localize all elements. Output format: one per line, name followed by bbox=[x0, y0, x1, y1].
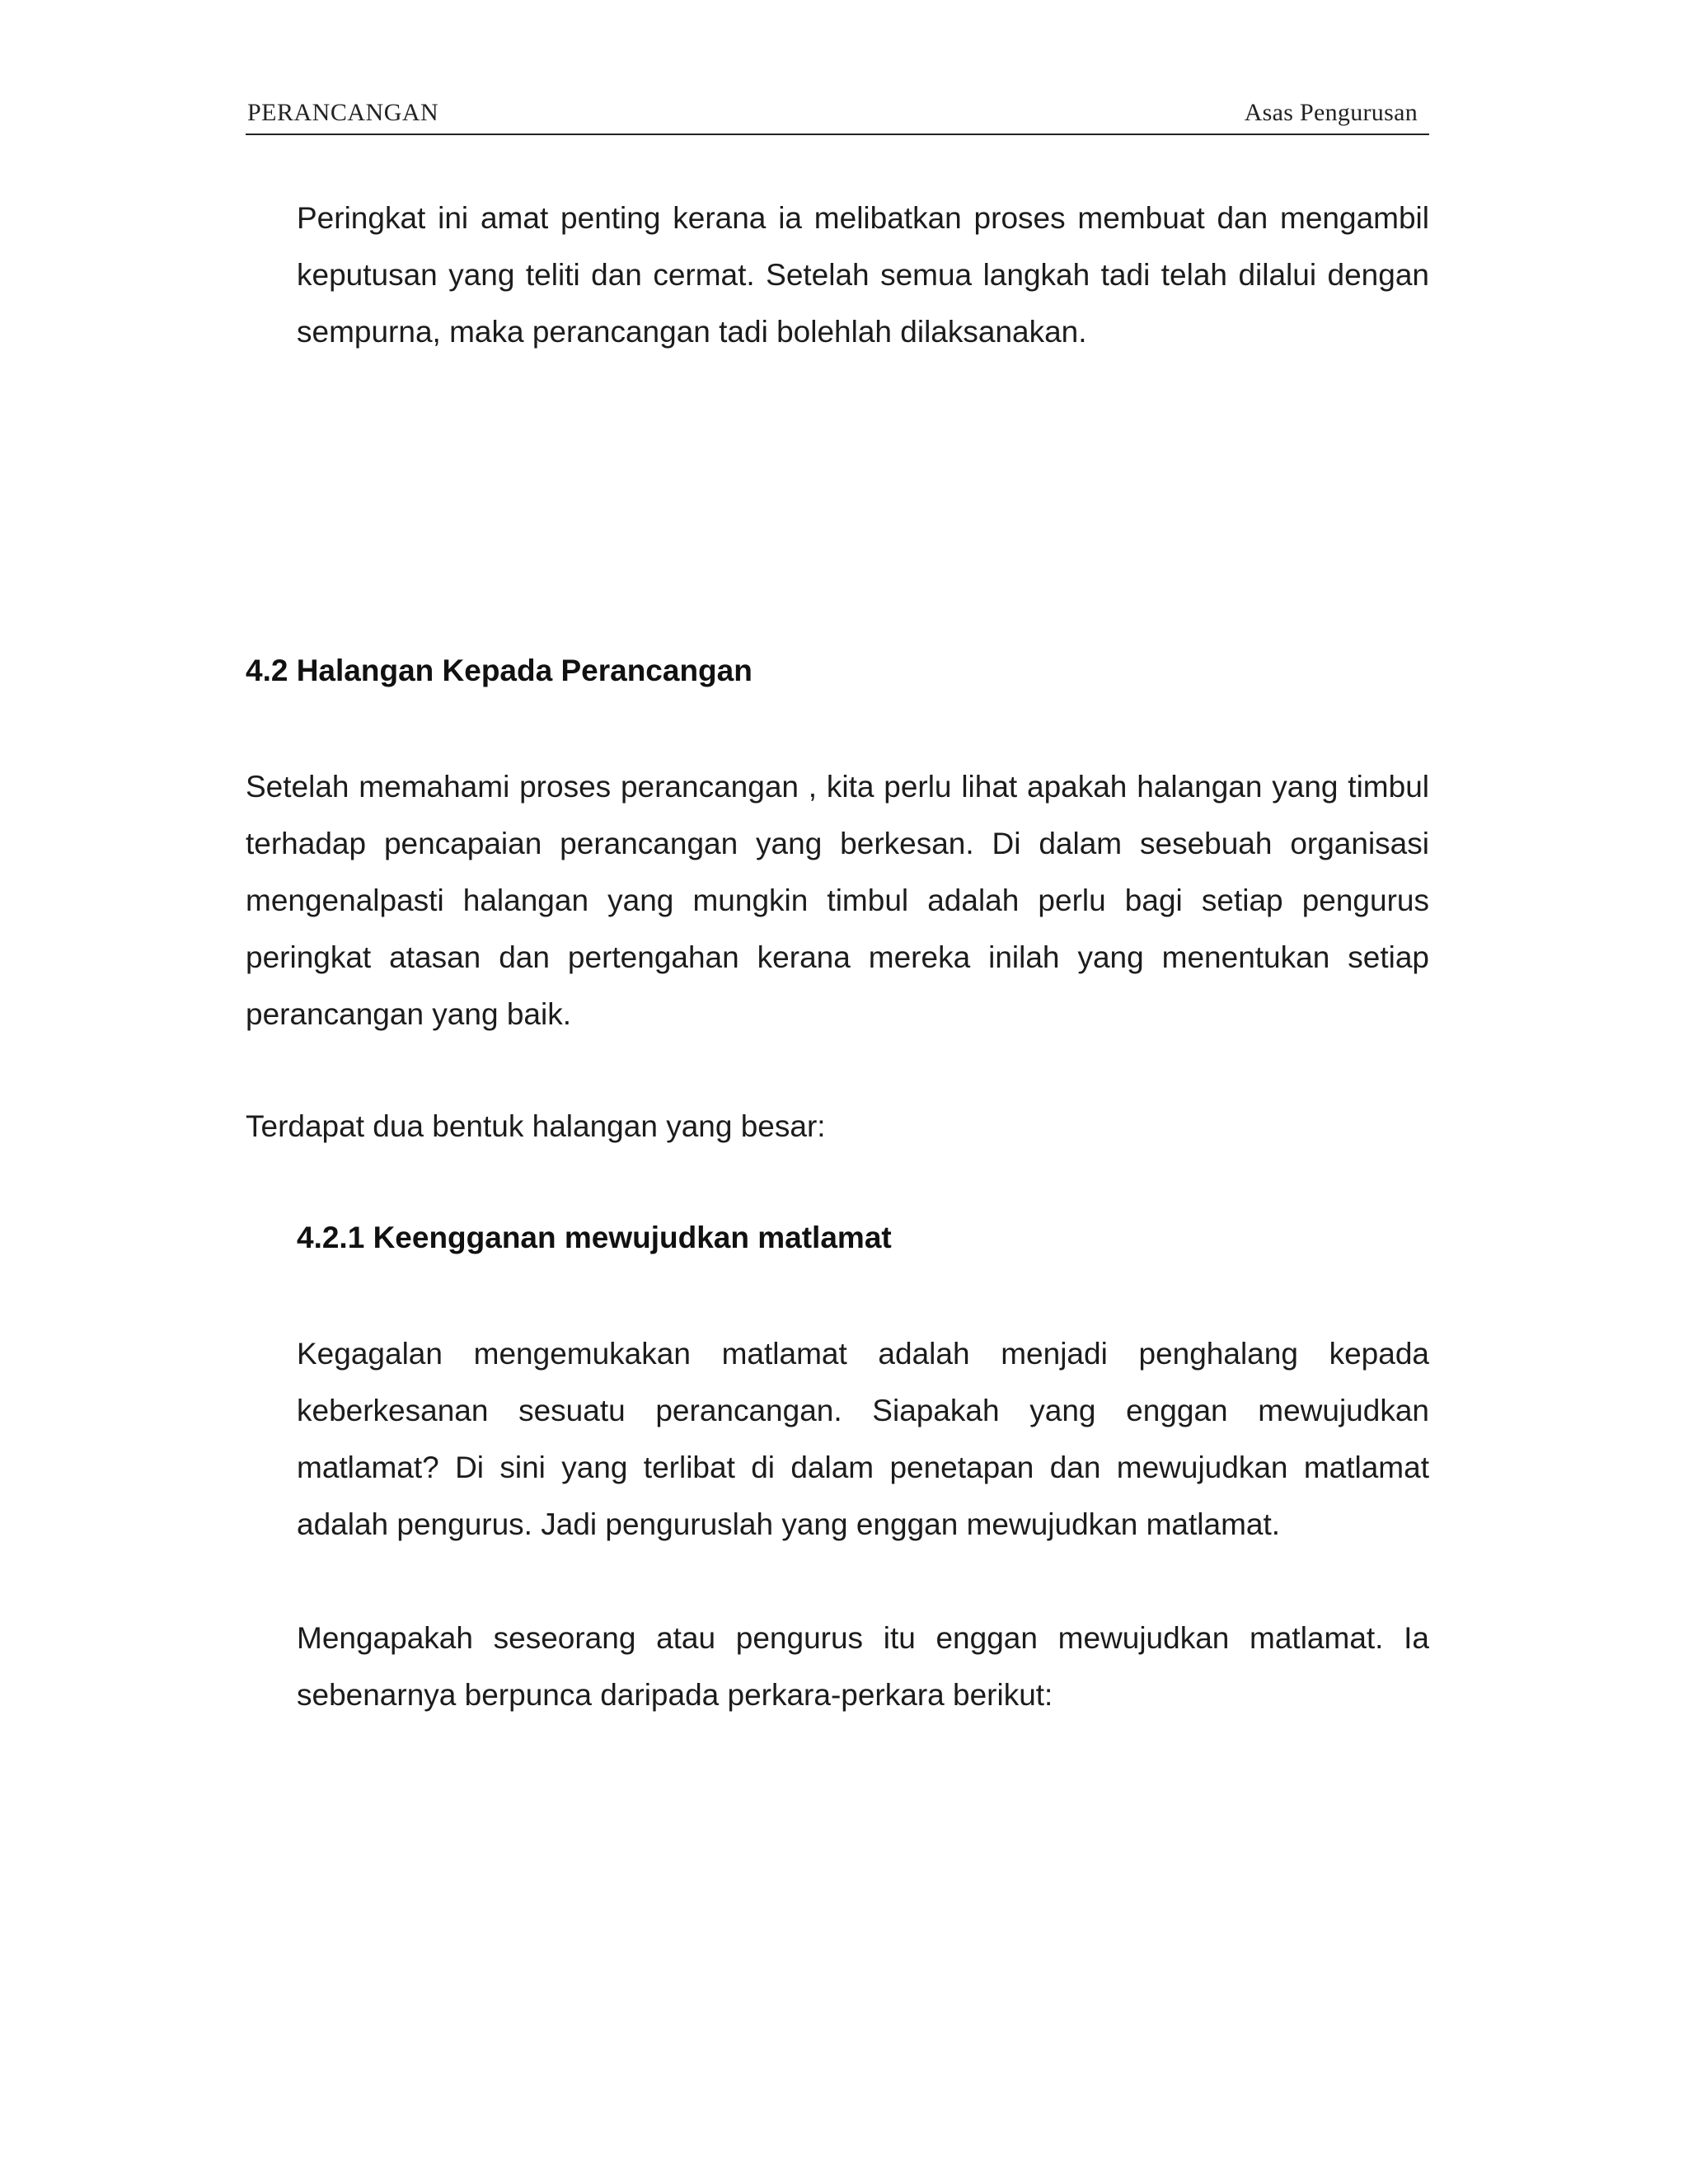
intro-paragraph: Peringkat ini amat penting kerana ia melibatkan proses membuat dan mengambil keputusan yang teliti dan cermat. Setelah semua langkah tadi telah dilalui dengan sempurna, maka perancangan tadi bolehlah dilaksanakan. bbox=[297, 201, 1429, 349]
two-forms-paragraph: Terdapat dua bentuk halangan yang besar: bbox=[246, 1109, 826, 1143]
header-book-title: Asas Pengurusan bbox=[1244, 99, 1418, 126]
page-header bbox=[246, 92, 1429, 135]
subsection-paragraph-2: Mengapakah seseorang atau pengurus itu enggan mewujudkan matlamat. Ia sebenarnya berpunca daripada perkara-perkara berikut: bbox=[297, 1621, 1429, 1712]
section-heading: 4.2 Halangan Kepada Perancangan bbox=[246, 654, 753, 687]
subsection-paragraph-1: Kegagalan mengemukakan matlamat adalah menjadi penghalang kepada keberkesanan sesuatu perancangan. Siapakah yang enggan mewujudkan matlamat? Di sini yang terlibat di dalam penetapan dan mewujudkan matlamat adalah pengurus. Jadi penguruslah yang enggan mewujudkan matlamat. bbox=[297, 1337, 1429, 1541]
section-paragraph: Setelah memahami proses perancangan , kita perlu lihat apakah halangan yang timbul terhadap pencapaian perancangan yang berkesan. Di dalam sesebuah organisasi mengenalpasti halangan yang mungkin timbul adalah perlu bagi setiap pengurus peringkat atasan dan pertengahan kerana mereka inilah yang menentukan setiap perancangan yang baik. bbox=[246, 770, 1429, 1031]
header-chapter-title: PERANCANGAN bbox=[247, 99, 439, 126]
subsection-heading: 4.2.1 Keengganan mewujudkan matlamat bbox=[297, 1221, 892, 1254]
